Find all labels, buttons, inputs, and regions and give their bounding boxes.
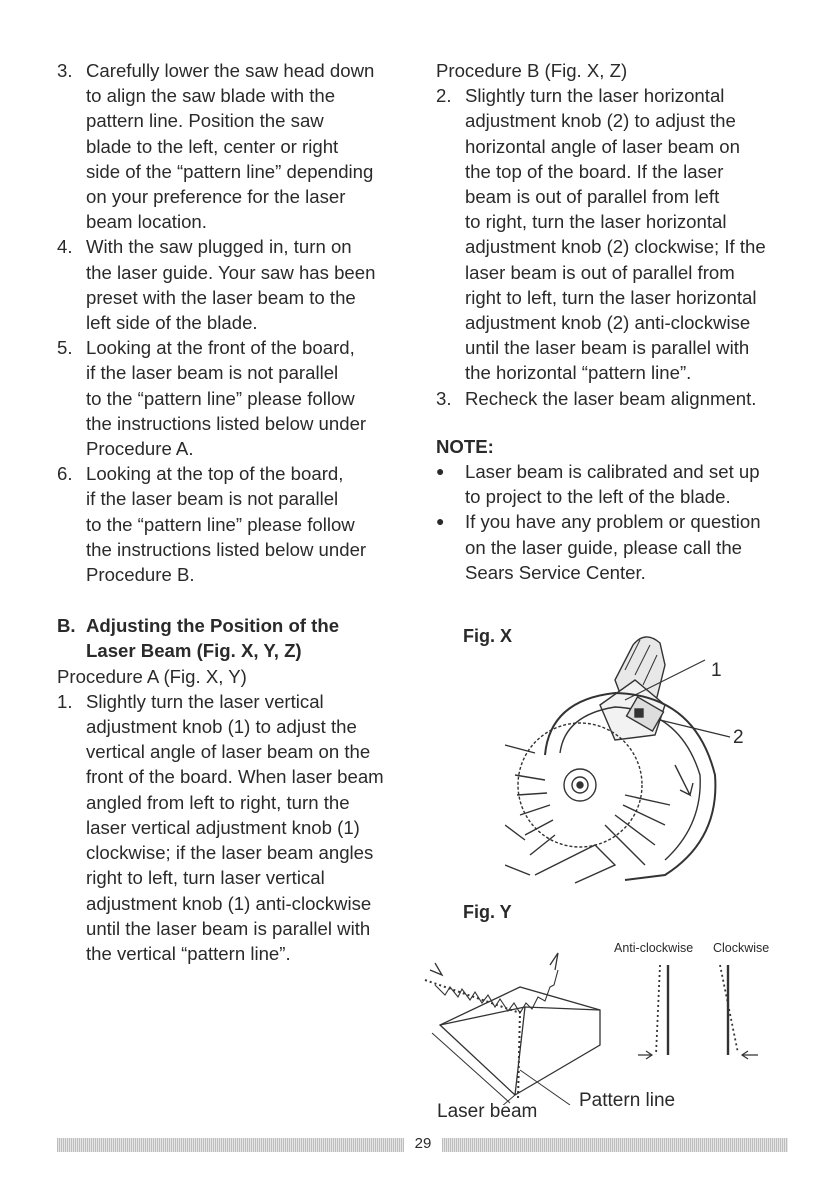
item-text-line: blade to the left, center or right — [86, 135, 339, 157]
item-number: 4. — [57, 236, 73, 258]
item-text-line: the instructions listed below under — [86, 538, 367, 560]
item-text-line: Recheck the laser beam alignment. — [465, 387, 757, 409]
procedure-a-heading: Procedure A (Fig. X, Y) — [57, 665, 247, 687]
steps-list-a — [57, 58, 412, 587]
note-text-line: If you have any problem or question — [465, 511, 761, 533]
item-text-line: if the laser beam is not parallel — [86, 488, 339, 510]
item-text-line: Looking at the front of the board, — [86, 337, 355, 359]
item-text-line: right to left, turn laser vertical — [86, 867, 325, 889]
item-text-line: pattern line. Position the saw — [86, 110, 324, 132]
section-b-heading — [57, 613, 412, 663]
right-column — [436, 58, 796, 585]
item-text-line: vertical angle of laser beam on the — [86, 741, 371, 763]
item-text-line: Procedure A. — [86, 438, 194, 460]
section-title-line: Adjusting the Position of the — [86, 615, 340, 637]
list-item — [436, 83, 796, 385]
section-number: B. — [57, 615, 76, 637]
list-item — [436, 386, 796, 411]
item-text-line: clockwise; if the laser beam angles — [86, 842, 374, 864]
item-text-line: left side of the blade. — [86, 312, 258, 334]
item-text-line: adjustment knob (1) anti-clockwise — [86, 892, 372, 914]
page-number: 29 — [414, 1135, 432, 1152]
item-text-line: preset with the laser beam to the — [86, 286, 356, 308]
item-text-line: to right, turn the laser horizontal — [465, 211, 727, 233]
item-text-line: right to left, turn the laser horizontal — [465, 286, 757, 308]
item-text-line: the top of the board. If the laser — [465, 160, 724, 182]
item-number: 2. — [436, 85, 452, 107]
steps-list-b — [57, 689, 412, 966]
item-text-line: the laser guide. Your saw has been — [86, 261, 376, 283]
bullet-icon: ● — [436, 463, 445, 480]
item-number: 3. — [57, 60, 73, 81]
item-text-line: to the “pattern line” please follow — [86, 513, 355, 535]
item-number: 6. — [57, 463, 73, 485]
clockwise-label: Clockwise — [713, 941, 770, 955]
item-number: 3. — [436, 387, 452, 409]
item-text-line: With the saw plugged in, turn on — [86, 236, 352, 258]
item-text-line: if the laser beam is not parallel — [86, 362, 339, 384]
page-footer — [57, 1135, 788, 1155]
list-item — [57, 58, 412, 234]
item-text-line: angled from left to right, turn the — [86, 791, 350, 813]
callout-1: 1 — [711, 660, 722, 681]
item-text-line: until the laser beam is parallel with — [465, 337, 750, 359]
anti-clockwise-label: Anti-clockwise — [614, 941, 694, 955]
item-text-line: adjustment knob (2) to adjust the — [465, 110, 736, 132]
footer-bar-left — [57, 1138, 404, 1152]
item-text-line: the instructions listed below under — [86, 412, 367, 434]
note-heading: NOTE: — [436, 435, 494, 457]
list-item — [57, 461, 412, 587]
item-text-line: adjustment knob (2) anti-clockwise — [465, 312, 751, 334]
item-text-line: on your preference for the laser — [86, 186, 346, 208]
notes-list — [436, 459, 796, 585]
note-text-line: on the laser guide, please call the — [465, 536, 743, 558]
callout-2: 2 — [733, 727, 744, 748]
item-text-line: Slightly turn the laser vertical — [86, 690, 324, 712]
item-text-line: front of the board. When laser beam — [86, 766, 384, 788]
item-number: 1. — [57, 690, 73, 712]
item-text-line: the horizontal “pattern line”. — [465, 362, 692, 384]
note-text-line: to project to the left of the blade. — [465, 486, 731, 508]
bullet-icon: ● — [436, 513, 445, 530]
procedure-b-heading: Procedure B (Fig. X, Z) — [436, 60, 628, 81]
list-item — [57, 234, 412, 335]
list-item — [57, 335, 412, 461]
note-item — [436, 509, 796, 585]
item-text-line: adjustment knob (2) clockwise; If the — [465, 236, 766, 258]
item-text-line: side of the “pattern line” depending — [86, 160, 374, 182]
fig-x-miter-saw-illustration — [505, 625, 770, 885]
item-text-line: until the laser beam is parallel with — [86, 917, 371, 939]
item-text-line: laser vertical adjustment knob (1) — [86, 816, 360, 838]
item-text-line: to the “pattern line” please follow — [86, 387, 355, 409]
item-text-line: Slightly turn the laser horizontal — [465, 85, 725, 107]
item-text-line: beam is out of parallel from left — [465, 186, 720, 208]
item-text-line: to align the saw blade with the — [86, 85, 336, 107]
left-column — [57, 58, 412, 966]
item-text-line: horizontal angle of laser beam on — [465, 135, 740, 157]
pattern-line-label: Pattern line — [579, 1090, 676, 1111]
section-title-line: Laser Beam (Fig. X, Y, Z) — [86, 640, 302, 662]
item-text-line: beam location. — [86, 211, 207, 233]
item-text-line: laser beam is out of parallel from — [465, 261, 735, 283]
item-text-line: Carefully lower the saw head down — [86, 60, 375, 81]
steps-list-right — [436, 83, 796, 411]
list-item — [57, 689, 412, 966]
item-number: 5. — [57, 337, 73, 359]
fig-y-label: Fig. Y — [463, 902, 512, 922]
item-text-line: Looking at the top of the board, — [86, 463, 344, 485]
note-text-line: Laser beam is calibrated and set up — [465, 461, 760, 483]
footer-bar-right — [442, 1138, 788, 1152]
item-text-line: the vertical “pattern line”. — [86, 942, 291, 964]
note-item — [436, 459, 796, 509]
item-text-line: Procedure B. — [86, 564, 195, 586]
note-text-line: Sears Service Center. — [465, 561, 646, 583]
laser-beam-label: Laser beam — [437, 1101, 538, 1122]
fig-x-label: Fig. X — [463, 626, 512, 646]
item-text-line: adjustment knob (1) to adjust the — [86, 716, 357, 738]
